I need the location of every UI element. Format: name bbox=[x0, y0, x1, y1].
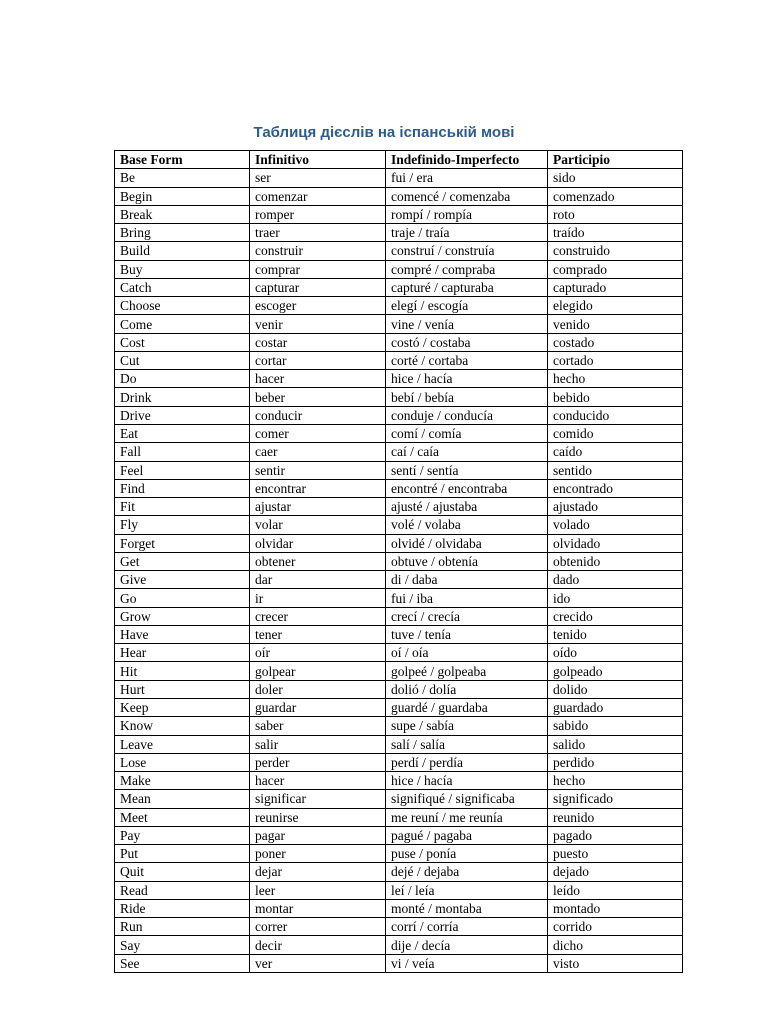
cell-base-form: Meet bbox=[115, 808, 250, 826]
cell-indefinido-imperfecto: dejé / dejaba bbox=[386, 863, 548, 881]
cell-base-form: Choose bbox=[115, 297, 250, 315]
cell-base-form: Find bbox=[115, 479, 250, 497]
cell-indefinido-imperfecto: hice / hacía bbox=[386, 772, 548, 790]
cell-base-form: Eat bbox=[115, 424, 250, 442]
cell-indefinido-imperfecto: caí / caía bbox=[386, 443, 548, 461]
table-row bbox=[115, 571, 683, 589]
cell-participio: dado bbox=[548, 571, 683, 589]
cell-base-form: Forget bbox=[115, 534, 250, 552]
table-row bbox=[115, 479, 683, 497]
cell-participio: hecho bbox=[548, 370, 683, 388]
table-row bbox=[115, 625, 683, 643]
cell-base-form: Fit bbox=[115, 498, 250, 516]
cell-infinitivo: conducir bbox=[250, 406, 386, 424]
cell-indefinido-imperfecto: costó / costaba bbox=[386, 333, 548, 351]
cell-indefinido-imperfecto: crecí / crecía bbox=[386, 607, 548, 625]
table-row bbox=[115, 516, 683, 534]
cell-infinitivo: sentir bbox=[250, 461, 386, 479]
cell-indefinido-imperfecto: vi / veía bbox=[386, 954, 548, 972]
table-row bbox=[115, 717, 683, 735]
table-row bbox=[115, 881, 683, 899]
cell-base-form: Build bbox=[115, 242, 250, 260]
cell-participio: guardado bbox=[548, 698, 683, 716]
cell-participio: ido bbox=[548, 589, 683, 607]
cell-infinitivo: escoger bbox=[250, 297, 386, 315]
cell-participio: traído bbox=[548, 224, 683, 242]
page-title: Таблиця дієслів на іспанській мові bbox=[253, 124, 515, 141]
cell-participio: conducido bbox=[548, 406, 683, 424]
cell-base-form: Begin bbox=[115, 187, 250, 205]
cell-infinitivo: oír bbox=[250, 644, 386, 662]
cell-base-form: Break bbox=[115, 205, 250, 223]
cell-infinitivo: romper bbox=[250, 205, 386, 223]
table-row bbox=[115, 242, 683, 260]
cell-infinitivo: dar bbox=[250, 571, 386, 589]
table-row bbox=[115, 680, 683, 698]
cell-participio: encontrado bbox=[548, 479, 683, 497]
cell-infinitivo: costar bbox=[250, 333, 386, 351]
cell-indefinido-imperfecto: elegí / escogía bbox=[386, 297, 548, 315]
cell-indefinido-imperfecto: obtuve / obtenía bbox=[386, 552, 548, 570]
cell-participio: comprado bbox=[548, 260, 683, 278]
table-row bbox=[115, 388, 683, 406]
cell-base-form: Bring bbox=[115, 224, 250, 242]
table-row bbox=[115, 589, 683, 607]
cell-infinitivo: comenzar bbox=[250, 187, 386, 205]
table-row bbox=[115, 370, 683, 388]
table-row bbox=[115, 936, 683, 954]
verb-table-body bbox=[115, 169, 683, 973]
table-row bbox=[115, 552, 683, 570]
cell-base-form: Hurt bbox=[115, 680, 250, 698]
cell-indefinido-imperfecto: monté / montaba bbox=[386, 899, 548, 917]
cell-indefinido-imperfecto: volé / volaba bbox=[386, 516, 548, 534]
cell-participio: oído bbox=[548, 644, 683, 662]
table-row bbox=[115, 808, 683, 826]
cell-participio: roto bbox=[548, 205, 683, 223]
cell-participio: venido bbox=[548, 315, 683, 333]
cell-participio: caído bbox=[548, 443, 683, 461]
cell-base-form: See bbox=[115, 954, 250, 972]
table-row bbox=[115, 790, 683, 808]
table-row bbox=[115, 443, 683, 461]
cell-participio: obtenido bbox=[548, 552, 683, 570]
cell-base-form: Make bbox=[115, 772, 250, 790]
cell-base-form: Drink bbox=[115, 388, 250, 406]
cell-indefinido-imperfecto: traje / traía bbox=[386, 224, 548, 242]
cell-infinitivo: cortar bbox=[250, 351, 386, 369]
cell-indefinido-imperfecto: guardé / guardaba bbox=[386, 698, 548, 716]
table-row bbox=[115, 826, 683, 844]
cell-infinitivo: leer bbox=[250, 881, 386, 899]
cell-base-form: Have bbox=[115, 625, 250, 643]
cell-participio: volado bbox=[548, 516, 683, 534]
cell-base-form: Cost bbox=[115, 333, 250, 351]
table-row bbox=[115, 498, 683, 516]
cell-participio: visto bbox=[548, 954, 683, 972]
table-row bbox=[115, 315, 683, 333]
cell-base-form: Go bbox=[115, 589, 250, 607]
cell-indefinido-imperfecto: supe / sabía bbox=[386, 717, 548, 735]
table-row bbox=[115, 278, 683, 296]
cell-participio: cortado bbox=[548, 351, 683, 369]
cell-participio: perdido bbox=[548, 753, 683, 771]
cell-participio: sabido bbox=[548, 717, 683, 735]
cell-infinitivo: construir bbox=[250, 242, 386, 260]
cell-base-form: Leave bbox=[115, 735, 250, 753]
cell-indefinido-imperfecto: fui / era bbox=[386, 169, 548, 187]
cell-participio: comenzado bbox=[548, 187, 683, 205]
cell-base-form: Fly bbox=[115, 516, 250, 534]
cell-infinitivo: ser bbox=[250, 169, 386, 187]
cell-indefinido-imperfecto: golpeé / golpeaba bbox=[386, 662, 548, 680]
cell-base-form: Lose bbox=[115, 753, 250, 771]
cell-indefinido-imperfecto: construí / construía bbox=[386, 242, 548, 260]
table-row bbox=[115, 461, 683, 479]
cell-infinitivo: crecer bbox=[250, 607, 386, 625]
table-row bbox=[115, 607, 683, 625]
cell-indefinido-imperfecto: olvidé / olvidaba bbox=[386, 534, 548, 552]
column-header-base-form: Base Form bbox=[115, 151, 250, 169]
cell-participio: significado bbox=[548, 790, 683, 808]
cell-base-form: Drive bbox=[115, 406, 250, 424]
cell-participio: comido bbox=[548, 424, 683, 442]
column-header-infinitivo: Infinitivo bbox=[250, 151, 386, 169]
cell-infinitivo: saber bbox=[250, 717, 386, 735]
cell-participio: sido bbox=[548, 169, 683, 187]
table-row bbox=[115, 224, 683, 242]
cell-participio: pagado bbox=[548, 826, 683, 844]
table-row bbox=[115, 260, 683, 278]
cell-infinitivo: hacer bbox=[250, 772, 386, 790]
cell-infinitivo: comer bbox=[250, 424, 386, 442]
cell-participio: salido bbox=[548, 735, 683, 753]
cell-base-form: Say bbox=[115, 936, 250, 954]
table-row bbox=[115, 169, 683, 187]
cell-base-form: Read bbox=[115, 881, 250, 899]
cell-infinitivo: perder bbox=[250, 753, 386, 771]
cell-indefinido-imperfecto: oí / oía bbox=[386, 644, 548, 662]
cell-indefinido-imperfecto: comencé / comenzaba bbox=[386, 187, 548, 205]
cell-infinitivo: golpear bbox=[250, 662, 386, 680]
cell-indefinido-imperfecto: me reuní / me reunía bbox=[386, 808, 548, 826]
cell-participio: dejado bbox=[548, 863, 683, 881]
table-row bbox=[115, 187, 683, 205]
table-row bbox=[115, 918, 683, 936]
cell-infinitivo: pagar bbox=[250, 826, 386, 844]
cell-base-form: Hear bbox=[115, 644, 250, 662]
table-row bbox=[115, 753, 683, 771]
cell-infinitivo: traer bbox=[250, 224, 386, 242]
cell-infinitivo: volar bbox=[250, 516, 386, 534]
table-row bbox=[115, 899, 683, 917]
cell-base-form: Hit bbox=[115, 662, 250, 680]
cell-participio: ajustado bbox=[548, 498, 683, 516]
cell-base-form: Pay bbox=[115, 826, 250, 844]
verb-table bbox=[114, 150, 683, 973]
cell-base-form: Be bbox=[115, 169, 250, 187]
cell-participio: reunido bbox=[548, 808, 683, 826]
cell-infinitivo: poner bbox=[250, 845, 386, 863]
cell-infinitivo: ver bbox=[250, 954, 386, 972]
cell-participio: dolido bbox=[548, 680, 683, 698]
table-row bbox=[115, 534, 683, 552]
cell-base-form: Catch bbox=[115, 278, 250, 296]
cell-indefinido-imperfecto: tuve / tenía bbox=[386, 625, 548, 643]
cell-infinitivo: decir bbox=[250, 936, 386, 954]
cell-base-form: Fall bbox=[115, 443, 250, 461]
cell-participio: crecido bbox=[548, 607, 683, 625]
cell-infinitivo: obtener bbox=[250, 552, 386, 570]
cell-indefinido-imperfecto: compré / compraba bbox=[386, 260, 548, 278]
cell-base-form: Quit bbox=[115, 863, 250, 881]
cell-indefinido-imperfecto: puse / ponía bbox=[386, 845, 548, 863]
table-header-row bbox=[115, 151, 683, 169]
cell-infinitivo: reunirse bbox=[250, 808, 386, 826]
cell-indefinido-imperfecto: comí / comía bbox=[386, 424, 548, 442]
cell-participio: bebido bbox=[548, 388, 683, 406]
cell-indefinido-imperfecto: leí / leía bbox=[386, 881, 548, 899]
cell-base-form: Get bbox=[115, 552, 250, 570]
cell-infinitivo: ajustar bbox=[250, 498, 386, 516]
cell-indefinido-imperfecto: ajusté / ajustaba bbox=[386, 498, 548, 516]
cell-participio: dicho bbox=[548, 936, 683, 954]
table-row bbox=[115, 698, 683, 716]
cell-indefinido-imperfecto: bebí / bebía bbox=[386, 388, 548, 406]
cell-infinitivo: comprar bbox=[250, 260, 386, 278]
table-row bbox=[115, 772, 683, 790]
column-header-indefinido-imperfecto: Indefinido-Imperfecto bbox=[386, 151, 548, 169]
table-row bbox=[115, 297, 683, 315]
cell-infinitivo: doler bbox=[250, 680, 386, 698]
cell-base-form: Feel bbox=[115, 461, 250, 479]
cell-base-form: Know bbox=[115, 717, 250, 735]
table-row bbox=[115, 351, 683, 369]
cell-indefinido-imperfecto: vine / venía bbox=[386, 315, 548, 333]
cell-participio: leído bbox=[548, 881, 683, 899]
cell-base-form: Give bbox=[115, 571, 250, 589]
cell-participio: tenido bbox=[548, 625, 683, 643]
cell-infinitivo: montar bbox=[250, 899, 386, 917]
cell-indefinido-imperfecto: capturé / capturaba bbox=[386, 278, 548, 296]
cell-base-form: Ride bbox=[115, 899, 250, 917]
cell-infinitivo: capturar bbox=[250, 278, 386, 296]
cell-base-form: Run bbox=[115, 918, 250, 936]
table-row bbox=[115, 735, 683, 753]
cell-indefinido-imperfecto: encontré / encontraba bbox=[386, 479, 548, 497]
cell-participio: capturado bbox=[548, 278, 683, 296]
cell-indefinido-imperfecto: pagué / pagaba bbox=[386, 826, 548, 844]
cell-infinitivo: olvidar bbox=[250, 534, 386, 552]
cell-participio: puesto bbox=[548, 845, 683, 863]
cell-infinitivo: guardar bbox=[250, 698, 386, 716]
cell-participio: elegido bbox=[548, 297, 683, 315]
cell-participio: olvidado bbox=[548, 534, 683, 552]
cell-participio: montado bbox=[548, 899, 683, 917]
table-row bbox=[115, 406, 683, 424]
table-row bbox=[115, 333, 683, 351]
cell-indefinido-imperfecto: conduje / conducía bbox=[386, 406, 548, 424]
cell-participio: construido bbox=[548, 242, 683, 260]
table-row bbox=[115, 205, 683, 223]
cell-participio: hecho bbox=[548, 772, 683, 790]
cell-indefinido-imperfecto: corrí / corría bbox=[386, 918, 548, 936]
cell-base-form: Mean bbox=[115, 790, 250, 808]
table-row bbox=[115, 863, 683, 881]
cell-infinitivo: venir bbox=[250, 315, 386, 333]
table-row bbox=[115, 644, 683, 662]
table-row bbox=[115, 424, 683, 442]
cell-indefinido-imperfecto: hice / hacía bbox=[386, 370, 548, 388]
cell-infinitivo: dejar bbox=[250, 863, 386, 881]
cell-indefinido-imperfecto: dolió / dolía bbox=[386, 680, 548, 698]
cell-participio: golpeado bbox=[548, 662, 683, 680]
cell-indefinido-imperfecto: di / daba bbox=[386, 571, 548, 589]
cell-participio: costado bbox=[548, 333, 683, 351]
cell-base-form: Buy bbox=[115, 260, 250, 278]
cell-participio: corrido bbox=[548, 918, 683, 936]
column-header-participio: Participio bbox=[548, 151, 683, 169]
cell-infinitivo: tener bbox=[250, 625, 386, 643]
cell-indefinido-imperfecto: rompí / rompía bbox=[386, 205, 548, 223]
cell-base-form: Grow bbox=[115, 607, 250, 625]
cell-indefinido-imperfecto: signifiqué / significaba bbox=[386, 790, 548, 808]
cell-indefinido-imperfecto: salí / salía bbox=[386, 735, 548, 753]
cell-infinitivo: salir bbox=[250, 735, 386, 753]
cell-infinitivo: beber bbox=[250, 388, 386, 406]
cell-infinitivo: correr bbox=[250, 918, 386, 936]
cell-indefinido-imperfecto: perdí / perdía bbox=[386, 753, 548, 771]
cell-indefinido-imperfecto: corté / cortaba bbox=[386, 351, 548, 369]
cell-base-form: Put bbox=[115, 845, 250, 863]
cell-base-form: Keep bbox=[115, 698, 250, 716]
cell-participio: sentido bbox=[548, 461, 683, 479]
table-row bbox=[115, 954, 683, 972]
cell-infinitivo: encontrar bbox=[250, 479, 386, 497]
cell-infinitivo: caer bbox=[250, 443, 386, 461]
cell-indefinido-imperfecto: sentí / sentía bbox=[386, 461, 548, 479]
cell-base-form: Come bbox=[115, 315, 250, 333]
cell-base-form: Do bbox=[115, 370, 250, 388]
cell-infinitivo: significar bbox=[250, 790, 386, 808]
cell-indefinido-imperfecto: fui / iba bbox=[386, 589, 548, 607]
cell-base-form: Cut bbox=[115, 351, 250, 369]
cell-infinitivo: hacer bbox=[250, 370, 386, 388]
cell-infinitivo: ir bbox=[250, 589, 386, 607]
cell-indefinido-imperfecto: dije / decía bbox=[386, 936, 548, 954]
table-row bbox=[115, 662, 683, 680]
table-row bbox=[115, 845, 683, 863]
